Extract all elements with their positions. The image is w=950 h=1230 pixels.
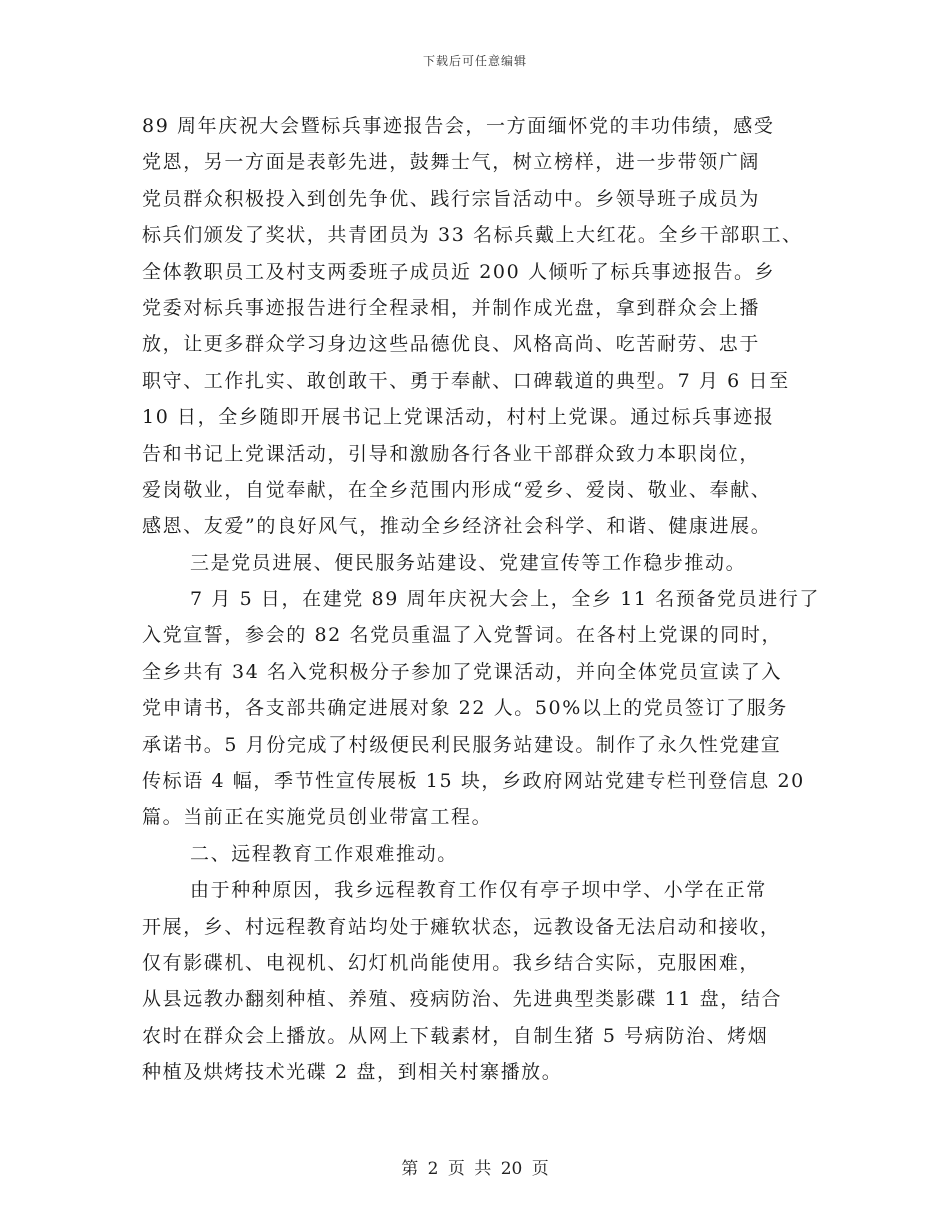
body-line: 篇。当前正在实施党员创业带富工程。 bbox=[142, 806, 493, 829]
body-line: 党委对标兵事迹报告进行全程录相，并制作成光盘，拿到群众会上播 bbox=[142, 296, 761, 319]
body-line: 开展，乡、村远程教育站均处于瘫软状态，远教设备无法启动和接收， bbox=[142, 915, 781, 938]
page-header: 下载后可任意编辑 bbox=[422, 54, 527, 68]
body-line: 传标语 4 幅，季节性宣传展板 15 块，乡政府网站党建专栏刊登信息 20 bbox=[142, 770, 805, 793]
body-line: 从县远教办翻刻种植、养殖、疫病防治、先进典型类影碟 11 盘，结合 bbox=[142, 988, 783, 1011]
body-line: 爱岗敬业，自觉奉献，在全乡范围内形成“爱乡、爱岗、敬业、奉献、 bbox=[142, 478, 772, 501]
document-body bbox=[142, 108, 821, 1091]
body-line: 89 周年庆祝大会暨标兵事迹报告会，一方面缅怀党的丰功伟绩，感受 bbox=[142, 115, 775, 137]
paragraph-start-line: 7 月 5 日，在建党 89 周年庆祝大会上，全乡 11 名预备党员进行了 bbox=[190, 588, 821, 611]
body-line: 入党宣誓，参会的 82 名党员重温了入党誓词。在各村上党课的同时， bbox=[142, 624, 783, 647]
body-line: 种植及烘烤技术光碟 2 盘，到相关村寨播放。 bbox=[142, 1061, 563, 1084]
body-line: 仅有影碟机、电视机、幻灯机尚能使用。我乡结合实际，克服困难， bbox=[142, 951, 761, 974]
page-footer: 第 2 页 共 20 页 bbox=[401, 1159, 549, 1179]
section-heading: 三是党员进展、便民服务站建设、党建宣传等工作稳步推动。 bbox=[190, 551, 747, 574]
body-line: 感恩、友爱”的良好风气，推动全乡经济社会科学、和谐、健康进展。 bbox=[142, 515, 772, 538]
body-line: 标兵们颁发了奖状，共青团员为 33 名标兵戴上大红花。全乡干部职工、 bbox=[142, 224, 803, 247]
body-line: 全体教职员工及村支两委班子成员近 200 人倾听了标兵事迹报告。乡 bbox=[142, 260, 776, 283]
body-line: 10 日，全乡随即开展书记上党课活动，村村上党课。通过标兵事迹报 bbox=[142, 406, 775, 429]
body-line: 承诺书。5 月份完成了村级便民利民服务站建设。制作了永久性党建宣 bbox=[142, 733, 782, 756]
body-line: 农时在群众会上播放。从网上下载素材，自制生猪 5 号病防治、烤烟 bbox=[142, 1024, 769, 1047]
body-line: 党申请书，各支部共确定进展对象 22 人。50%以上的党员签订了服务 bbox=[142, 697, 788, 720]
body-line: 职守、工作扎实、敢创敢干、勇于奉献、口碑载道的典型。7 月 6 日至 bbox=[142, 369, 790, 392]
body-line: 党员群众积极投入到创先争优、践行宗旨活动中。乡领导班子成员为 bbox=[142, 187, 761, 210]
body-line: 全乡共有 34 名入党积极分子参加了党课活动，并向全体党员宣读了入 bbox=[142, 660, 783, 683]
body-line: 告和书记上党课活动，引导和激励各行各业干部群众致力本职岗位， bbox=[142, 442, 761, 465]
section-heading: 二、远程教育工作艰难推动。 bbox=[190, 842, 458, 865]
body-line: 党恩，另一方面是表彰先进，鼓舞士气，树立榜样，进一步带领广阔 bbox=[142, 151, 761, 174]
body-line: 放，让更多群众学习身边这些品德优良、风格高尚、吃苦耐劳、忠于 bbox=[142, 333, 761, 356]
paragraph-start-line: 由于种种原因，我乡远程教育工作仅有亭子坝中学、小学在正常 bbox=[190, 879, 767, 902]
